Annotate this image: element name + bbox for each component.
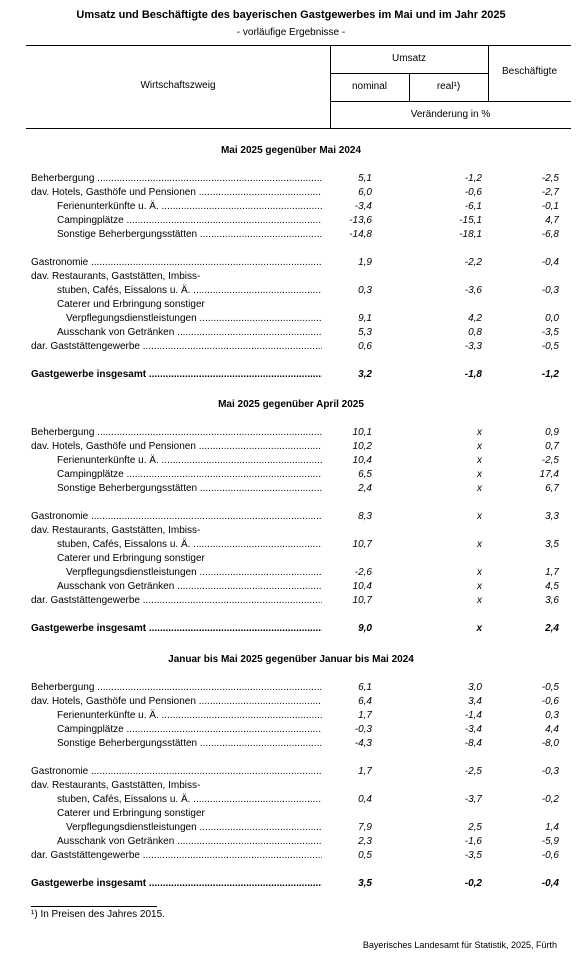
value-employees: -0,1 <box>541 201 559 212</box>
value-nominal: 1,7 <box>358 710 372 721</box>
table-row <box>0 200 582 214</box>
table-row <box>0 368 582 382</box>
value-employees: -1,2 <box>541 369 559 380</box>
value-nominal: 2,3 <box>358 836 372 847</box>
row-label: Ferienunterkünfte u. Ä. ..... <box>57 200 322 214</box>
header-top-rule <box>26 45 571 46</box>
value-employees: 0,0 <box>545 313 559 324</box>
value-nominal: 5,3 <box>358 327 372 338</box>
value-nominal: 10,2 <box>352 441 372 452</box>
row-label: dav. Hotels, Gasthöfe und Pensionen ..... <box>31 695 322 709</box>
table-row <box>0 214 582 228</box>
table-row <box>0 566 582 580</box>
table-row <box>0 454 582 468</box>
row-label: Beherbergung ..... <box>31 172 322 186</box>
row-label: Campingplätze ..... <box>57 723 322 737</box>
row-label: stuben, Cafés, Eissalons u. Ä. ..... <box>57 284 322 298</box>
value-employees <box>490 270 559 284</box>
row-label: Caterer und Erbringung sonstiger <box>57 553 205 564</box>
value-real <box>410 779 482 793</box>
value-nominal: 6,0 <box>358 187 372 198</box>
value-employees: -0,4 <box>541 257 559 268</box>
table-row <box>0 807 582 821</box>
value-employees: -0,3 <box>541 285 559 296</box>
value-nominal: 1,7 <box>358 766 372 777</box>
table-row <box>0 835 582 849</box>
header-real: real¹) <box>436 81 461 92</box>
value-real: -18,1 <box>459 229 482 240</box>
value-nominal <box>330 298 372 312</box>
table-row <box>0 538 582 552</box>
row-label: dav. Restaurants, Gaststätten, Imbiss- <box>31 271 201 282</box>
value-real: -8,4 <box>464 738 482 749</box>
value-employees: -2,5 <box>541 173 559 184</box>
value-real: -1,4 <box>464 710 482 721</box>
row-label: Ausschank von Getränken ..... <box>57 835 322 849</box>
table-subtitle: - vorläufige Ergebnisse - <box>236 27 346 38</box>
value-real: -3,7 <box>464 794 482 805</box>
value-real: x <box>477 469 482 480</box>
table-row <box>0 172 582 186</box>
source-note: Bayerisches Landesamt für Statistik, 2025, Fürth <box>362 940 557 950</box>
value-real: x <box>477 567 482 578</box>
value-nominal: 0,5 <box>358 850 372 861</box>
row-label: dar. Gaststättengewerbe ..... <box>31 849 322 863</box>
table-row <box>0 681 582 695</box>
value-nominal: 10,7 <box>352 539 372 550</box>
row-label: Ferienunterkünfte u. Ä. ..... <box>57 709 322 723</box>
row-label: Gastronomie ..... <box>31 765 322 779</box>
header-nominal: nominal <box>351 81 388 92</box>
table-row <box>0 793 582 807</box>
table-row <box>0 326 582 340</box>
value-nominal: 8,3 <box>358 511 372 522</box>
value-real: 3,4 <box>468 696 482 707</box>
value-nominal: -14,8 <box>349 229 372 240</box>
value-real: x <box>477 511 482 522</box>
value-nominal: 9,1 <box>358 313 372 324</box>
row-label: Sonstige Beherbergungsstätten ..... <box>57 482 322 496</box>
table-row <box>0 552 582 566</box>
row-label: Verpflegungsdienstleistungen ..... <box>66 312 322 326</box>
row-label: Gastgewerbe insgesamt ..... <box>31 622 322 636</box>
value-employees <box>490 552 559 566</box>
table-row <box>0 524 582 538</box>
row-label: Caterer und Erbringung sonstiger <box>57 299 205 310</box>
value-employees: 0,3 <box>545 710 559 721</box>
table-row <box>0 482 582 496</box>
value-employees: 17,4 <box>539 469 559 480</box>
value-employees: 3,6 <box>545 595 559 606</box>
value-nominal: 10,7 <box>352 595 372 606</box>
table-row <box>0 723 582 737</box>
value-real: -3,3 <box>464 341 482 352</box>
value-nominal <box>330 270 372 284</box>
row-label: Verpflegungsdienstleistungen ..... <box>66 566 322 580</box>
row-label: Beherbergung ..... <box>31 426 322 440</box>
value-real: x <box>477 483 482 494</box>
value-nominal: -2,6 <box>354 567 372 578</box>
value-employees: -3,5 <box>541 327 559 338</box>
row-label: dav. Hotels, Gasthöfe und Pensionen ..... <box>31 186 322 200</box>
row-label: Sonstige Beherbergungsstätten ..... <box>57 737 322 751</box>
value-nominal: 0,6 <box>358 341 372 352</box>
value-employees: -5,9 <box>541 836 559 847</box>
value-real: -0,6 <box>464 187 482 198</box>
row-label: Verpflegungsdienstleistungen ..... <box>66 821 322 835</box>
row-label: dav. Restaurants, Gaststätten, Imbiss- <box>31 525 201 536</box>
footnote-rule <box>31 906 157 907</box>
value-real: -2,5 <box>464 766 482 777</box>
value-nominal: 1,9 <box>358 257 372 268</box>
value-nominal: 6,1 <box>358 682 372 693</box>
value-employees: -6,8 <box>541 229 559 240</box>
table-row <box>0 594 582 608</box>
row-label: Ausschank von Getränken ..... <box>57 326 322 340</box>
row-label: Caterer und Erbringung sonstiger <box>57 808 205 819</box>
value-real: x <box>477 455 482 466</box>
value-employees: -0,3 <box>541 766 559 777</box>
value-real <box>410 524 482 538</box>
value-nominal: 9,0 <box>358 623 372 634</box>
table-row <box>0 468 582 482</box>
value-nominal: 5,1 <box>358 173 372 184</box>
value-employees: 3,3 <box>545 511 559 522</box>
value-nominal: 0,4 <box>358 794 372 805</box>
table-title: Umsatz und Beschäftigte des bayerischen Gastgewerbes im Mai und im Jahr 2025 <box>76 9 506 21</box>
value-nominal: 7,9 <box>358 822 372 833</box>
table-row <box>0 765 582 779</box>
row-label: stuben, Cafés, Eissalons u. Ä. ..... <box>57 538 322 552</box>
value-real: 0,8 <box>468 327 482 338</box>
value-real: -1,8 <box>464 369 482 380</box>
value-nominal: -3,4 <box>354 201 372 212</box>
table-row <box>0 440 582 454</box>
value-real: 2,5 <box>468 822 482 833</box>
value-real: -1,2 <box>464 173 482 184</box>
table-row <box>0 622 582 636</box>
value-real: x <box>477 581 482 592</box>
value-nominal: 3,5 <box>358 878 372 889</box>
value-real: x <box>477 427 482 438</box>
table-row <box>0 821 582 835</box>
row-label: dav. Restaurants, Gaststätten, Imbiss- <box>31 780 201 791</box>
value-nominal: 6,5 <box>358 469 372 480</box>
value-real: -15,1 <box>459 215 482 226</box>
table-row <box>0 737 582 751</box>
value-employees: 4,5 <box>545 581 559 592</box>
value-employees: -2,5 <box>541 455 559 466</box>
header-branch: Wirtschaftszweig <box>140 80 216 91</box>
value-nominal: 6,4 <box>358 696 372 707</box>
row-label: dav. Hotels, Gasthöfe und Pensionen ..... <box>31 440 322 454</box>
row-label: Campingplätze ..... <box>57 214 322 228</box>
header-change: Veränderung in % <box>410 109 491 120</box>
value-real: -0,2 <box>464 878 482 889</box>
value-employees: 0,9 <box>545 427 559 438</box>
value-nominal: -0,3 <box>354 724 372 735</box>
value-employees: -0,4 <box>541 878 559 889</box>
value-employees: 1,4 <box>545 822 559 833</box>
row-label: Ferienunterkünfte u. Ä. ..... <box>57 454 322 468</box>
value-employees: 4,4 <box>545 724 559 735</box>
table-row <box>0 580 582 594</box>
row-label: Gastronomie ..... <box>31 256 322 270</box>
value-real: 3,0 <box>468 682 482 693</box>
value-employees: 2,4 <box>545 623 559 634</box>
value-employees: -0,2 <box>541 794 559 805</box>
header-bottom-rule <box>26 128 571 129</box>
value-employees: -0,5 <box>541 341 559 352</box>
value-real: -3,6 <box>464 285 482 296</box>
value-nominal <box>330 807 372 821</box>
value-employees: 4,7 <box>545 215 559 226</box>
row-label: stuben, Cafés, Eissalons u. Ä. ..... <box>57 793 322 807</box>
value-employees: -0,5 <box>541 682 559 693</box>
table-row <box>0 186 582 200</box>
value-nominal: 10,4 <box>352 581 372 592</box>
table-row <box>0 284 582 298</box>
row-label: Campingplätze ..... <box>57 468 322 482</box>
value-nominal: 10,1 <box>352 427 372 438</box>
table-row <box>0 877 582 891</box>
value-nominal: 3,2 <box>358 369 372 380</box>
row-label: Gastgewerbe insgesamt ..... <box>31 877 322 891</box>
value-employees <box>490 298 559 312</box>
table-row <box>0 779 582 793</box>
value-employees: 0,7 <box>545 441 559 452</box>
value-real <box>410 270 482 284</box>
table-row <box>0 298 582 312</box>
value-employees: -2,7 <box>541 187 559 198</box>
value-real: -3,4 <box>464 724 482 735</box>
table-row <box>0 340 582 354</box>
table-row <box>0 695 582 709</box>
value-employees: 6,7 <box>545 483 559 494</box>
row-label: dar. Gaststättengewerbe ..... <box>31 594 322 608</box>
table-row <box>0 709 582 723</box>
value-real: x <box>477 441 482 452</box>
value-employees <box>490 524 559 538</box>
value-real: -1,6 <box>464 836 482 847</box>
value-nominal: 0,3 <box>358 285 372 296</box>
value-nominal <box>330 552 372 566</box>
table-row <box>0 849 582 863</box>
value-employees: -0,6 <box>541 696 559 707</box>
value-employees <box>490 807 559 821</box>
value-nominal: -13,6 <box>349 215 372 226</box>
value-employees: -8,0 <box>541 738 559 749</box>
row-label: Beherbergung ..... <box>31 681 322 695</box>
value-nominal: 2,4 <box>358 483 372 494</box>
header-umsatz: Umsatz <box>392 53 426 64</box>
row-label: Sonstige Beherbergungsstätten ..... <box>57 228 322 242</box>
header-divider-change <box>330 101 571 102</box>
table-row <box>0 270 582 284</box>
section-heading: Januar bis Mai 2025 gegenüber Januar bis Mai 2024 <box>168 654 414 665</box>
value-nominal: -4,3 <box>354 738 372 749</box>
value-real: x <box>477 539 482 550</box>
value-real: -6,1 <box>464 201 482 212</box>
table-row <box>0 228 582 242</box>
value-real: x <box>477 595 482 606</box>
value-real <box>410 298 482 312</box>
table-row <box>0 510 582 524</box>
row-label: Gastronomie ..... <box>31 510 322 524</box>
table-row <box>0 256 582 270</box>
row-label: dar. Gaststättengewerbe ..... <box>31 340 322 354</box>
section-heading: Mai 2025 gegenüber April 2025 <box>218 399 364 410</box>
section-heading: Mai 2025 gegenüber Mai 2024 <box>220 145 362 156</box>
table-row <box>0 312 582 326</box>
value-real: -2,2 <box>464 257 482 268</box>
value-nominal <box>330 524 372 538</box>
value-real <box>410 807 482 821</box>
value-employees: -0,6 <box>541 850 559 861</box>
value-employees: 3,5 <box>545 539 559 550</box>
row-label: Ausschank von Getränken ..... <box>57 580 322 594</box>
header-employees: Beschäftigte <box>501 66 558 77</box>
value-employees <box>490 779 559 793</box>
value-employees: 1,7 <box>545 567 559 578</box>
value-nominal: 10,4 <box>352 455 372 466</box>
table-row <box>0 426 582 440</box>
value-real: 4,2 <box>468 313 482 324</box>
value-real: -3,5 <box>464 850 482 861</box>
value-real <box>410 552 482 566</box>
value-nominal <box>330 779 372 793</box>
value-real: x <box>476 623 482 634</box>
row-label: Gastgewerbe insgesamt ..... <box>31 368 322 382</box>
footnote: ¹) In Preisen des Jahres 2015. <box>31 909 165 920</box>
